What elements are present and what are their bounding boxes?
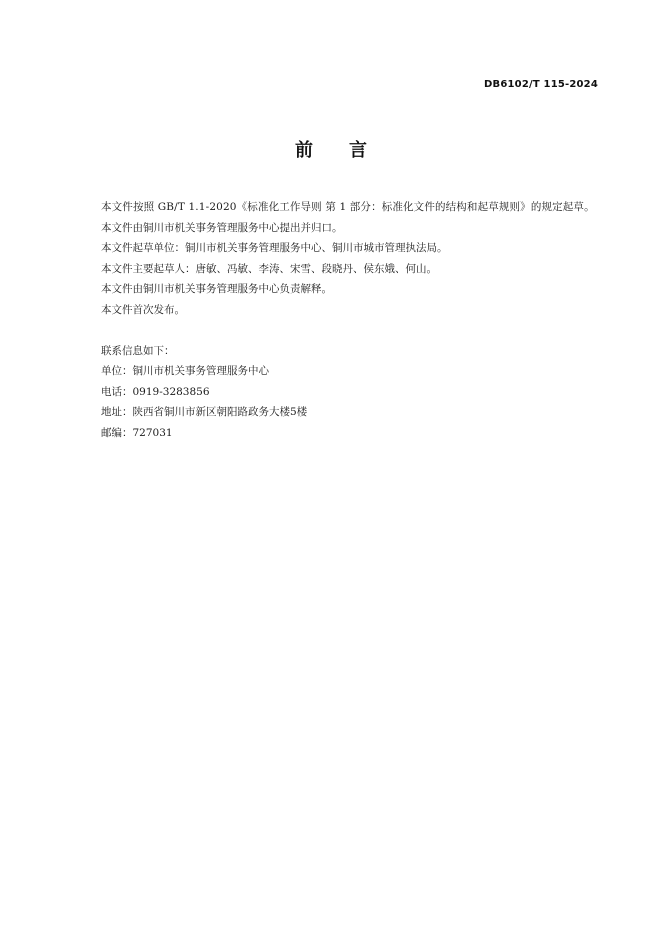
paragraph-interpretation: 本文件由铜川市机关事务管理服务中心负责解释。 — [101, 283, 332, 295]
contact-section — [80, 341, 600, 444]
contact-address: 地址：陕西省铜川市新区朝阳路政务大楼5楼 — [101, 406, 308, 418]
paragraph-drafting-units: 本文件起草单位：铜川市机关事务管理服务中心、铜川市城市管理执法局。 — [101, 242, 448, 254]
paragraph-proposer: 本文件由铜川市机关事务管理服务中心提出并归口。 — [101, 221, 343, 234]
contact-unit: 单位：铜川市机关事务管理服务中心 — [101, 365, 269, 377]
section-spacer — [80, 320, 600, 341]
paragraph-first-release: 本文件首次发布。 — [101, 303, 185, 316]
contact-heading: 联系信息如下： — [101, 344, 175, 357]
paragraph-drafters: 本文件主要起草人：唐敏、冯敏、李涛、宋雪、段晓丹、侯东娥、何山。 — [101, 262, 437, 275]
foreword-body — [80, 197, 600, 443]
paragraph-drafting-basis: 本文件按照 GB/T 1.1-2020《标准化工作导则 第 1 部分：标准化文件的结构和起草规则》的规定起草。 — [101, 201, 595, 213]
contact-postcode: 邮编：727031 — [101, 426, 173, 439]
document-code: DB6102/T 115-2024 — [484, 79, 598, 90]
page-title: 前言 — [295, 140, 403, 161]
contact-phone: 电话：0919-3283856 — [101, 385, 210, 398]
